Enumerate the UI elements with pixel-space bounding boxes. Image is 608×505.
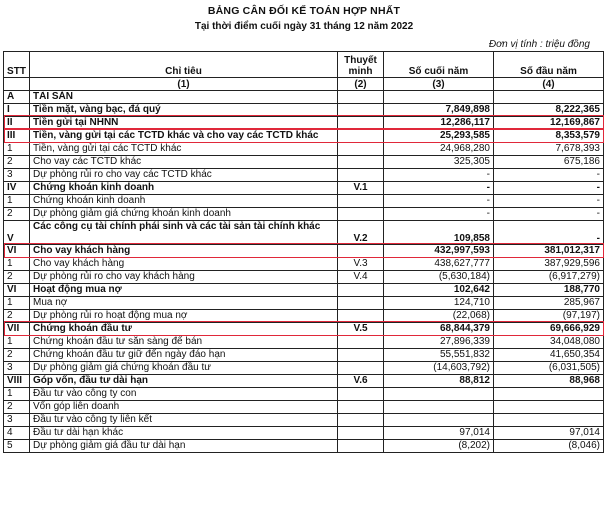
row-stt: III <box>4 130 30 143</box>
row-begin-value: 97,014 <box>494 427 604 440</box>
col-header-stt: STT <box>4 52 30 78</box>
table-row <box>4 284 604 297</box>
row-begin-value: 188,770 <box>494 284 604 297</box>
row-begin-value: - <box>494 182 604 195</box>
row-note <box>338 104 384 117</box>
col-header-indicator: Chỉ tiêu <box>30 52 338 78</box>
row-begin-value <box>494 388 604 401</box>
row-stt: VI <box>4 245 30 258</box>
row-stt: VIII <box>4 375 30 388</box>
row-note <box>338 401 384 414</box>
table-row <box>4 130 604 143</box>
row-label: Tiền, vàng gửi tại các TCTD khác và cho vay các TCTD khác <box>30 130 338 143</box>
row-note: V.1 <box>338 182 384 195</box>
row-begin-value: 7,678,393 <box>494 143 604 156</box>
row-end-value: 12,286,117 <box>384 117 494 130</box>
row-begin-value: 285,967 <box>494 297 604 310</box>
row-label: Vốn góp liên doanh <box>30 401 338 414</box>
row-note <box>338 245 384 258</box>
row-begin-value: (6,917,279) <box>494 271 604 284</box>
row-begin-value: 387,929,596 <box>494 258 604 271</box>
row-label: Đầu tư dài hạn khác <box>30 427 338 440</box>
row-note <box>338 195 384 208</box>
row-end-value: 88,812 <box>384 375 494 388</box>
table-row <box>4 156 604 169</box>
row-label: Tiền mặt, vàng bạc, đá quý <box>30 104 338 117</box>
row-note <box>338 284 384 297</box>
table-row <box>4 169 604 182</box>
row-stt: A <box>4 91 30 104</box>
col-index-stt <box>4 78 30 91</box>
row-begin-value: 41,650,354 <box>494 349 604 362</box>
row-begin-value: 34,048,080 <box>494 336 604 349</box>
row-label: Chứng khoán đầu tư giữ đến ngày đáo hạn <box>30 349 338 362</box>
col-header-note-line2: minh <box>348 66 373 77</box>
row-note: V.4 <box>338 271 384 284</box>
row-note <box>338 362 384 375</box>
table-row <box>4 221 604 245</box>
row-stt: 4 <box>4 427 30 440</box>
table-row <box>4 91 604 104</box>
row-note <box>338 427 384 440</box>
row-end-value: - <box>384 182 494 195</box>
row-note <box>338 91 384 104</box>
row-label: Cho vay khách hàng <box>30 258 338 271</box>
row-end-value <box>384 388 494 401</box>
table-row <box>4 362 604 375</box>
row-stt: I <box>4 104 30 117</box>
table-row <box>4 310 604 323</box>
row-end-value: - <box>384 195 494 208</box>
row-begin-value: 88,968 <box>494 375 604 388</box>
row-note <box>338 349 384 362</box>
row-begin-value <box>494 91 604 104</box>
row-note <box>338 336 384 349</box>
row-label: Dự phòng giảm giá chứng khoán kinh doanh <box>30 208 338 221</box>
row-label: Chứng khoán kinh doanh <box>30 182 338 195</box>
row-label: Tiền gửi tại NHNN <box>30 117 338 130</box>
table-row <box>4 208 604 221</box>
table-row <box>4 401 604 414</box>
row-stt: 1 <box>4 297 30 310</box>
row-label: Đầu tư vào công ty liên kết <box>30 414 338 427</box>
row-stt: 1 <box>4 336 30 349</box>
row-end-value: (8,202) <box>384 440 494 453</box>
row-label: Các công cụ tài chính phái sinh và các tài sản tài chính khác <box>30 221 338 245</box>
row-begin-value: - <box>494 208 604 221</box>
row-note <box>338 440 384 453</box>
col-index-note: (2) <box>338 78 384 91</box>
table-row <box>4 195 604 208</box>
table-row <box>4 414 604 427</box>
row-label: Mua nợ <box>30 297 338 310</box>
row-begin-value <box>494 401 604 414</box>
row-end-value: 325,305 <box>384 156 494 169</box>
row-note: V.2 <box>338 221 384 245</box>
row-end-value: 438,627,777 <box>384 258 494 271</box>
table-row <box>4 271 604 284</box>
row-begin-value: - <box>494 195 604 208</box>
row-note <box>338 130 384 143</box>
row-end-value: 24,968,280 <box>384 143 494 156</box>
row-end-value: 7,849,898 <box>384 104 494 117</box>
row-stt: IV <box>4 182 30 195</box>
row-label: Tiền, vàng gửi tại các TCTD khác <box>30 143 338 156</box>
row-end-value <box>384 91 494 104</box>
row-note: V.3 <box>338 258 384 271</box>
table-row <box>4 143 604 156</box>
row-note: V.5 <box>338 323 384 336</box>
row-end-value: 97,014 <box>384 427 494 440</box>
row-begin-value: 12,169,867 <box>494 117 604 130</box>
row-stt: II <box>4 117 30 130</box>
row-end-value: 102,642 <box>384 284 494 297</box>
row-note <box>338 169 384 182</box>
row-label: Dự phòng rủi ro hoạt động mua nợ <box>30 310 338 323</box>
unit-note: Đơn vị tính : triệu đồng <box>488 39 590 50</box>
row-stt: 2 <box>4 349 30 362</box>
row-stt: 1 <box>4 195 30 208</box>
table-body <box>4 91 604 453</box>
row-stt: 2 <box>4 156 30 169</box>
table-row <box>4 117 604 130</box>
row-label: Hoạt động mua nợ <box>30 284 338 297</box>
row-end-value <box>384 414 494 427</box>
col-header-note <box>338 52 384 78</box>
table-row <box>4 440 604 453</box>
row-end-value: - <box>384 208 494 221</box>
row-label: Chứng khoán kinh doanh <box>30 195 338 208</box>
row-end-value: 27,896,339 <box>384 336 494 349</box>
col-header-note-line1: Thuyết <box>344 55 377 66</box>
row-note <box>338 297 384 310</box>
table-row <box>4 297 604 310</box>
row-stt: 3 <box>4 362 30 375</box>
row-begin-value: 381,012,317 <box>494 245 604 258</box>
row-end-value: 55,551,832 <box>384 349 494 362</box>
row-stt: V <box>4 221 30 245</box>
row-stt: 2 <box>4 271 30 284</box>
row-begin-value: - <box>494 221 604 245</box>
row-stt: 2 <box>4 310 30 323</box>
table-row <box>4 427 604 440</box>
row-label: Dự phòng rủi ro cho vay các TCTD khác <box>30 169 338 182</box>
row-stt: 5 <box>4 440 30 453</box>
col-header-end: Số cuối năm <box>384 52 494 78</box>
row-stt: 2 <box>4 401 30 414</box>
row-stt: 1 <box>4 258 30 271</box>
row-stt: 2 <box>4 208 30 221</box>
row-begin-value: - <box>494 169 604 182</box>
table-row <box>4 104 604 117</box>
table-row <box>4 375 604 388</box>
row-begin-value: (97,197) <box>494 310 604 323</box>
row-begin-value: 69,666,929 <box>494 323 604 336</box>
row-begin-value <box>494 414 604 427</box>
row-begin-value: 675,186 <box>494 156 604 169</box>
row-end-value: (22,068) <box>384 310 494 323</box>
table-row <box>4 388 604 401</box>
row-end-value: 109,858 <box>384 221 494 245</box>
table-row <box>4 349 604 362</box>
table-row <box>4 245 604 258</box>
row-note <box>338 310 384 323</box>
row-begin-value: (8,046) <box>494 440 604 453</box>
table-header <box>4 52 604 91</box>
col-index-indicator: (1) <box>30 78 338 91</box>
col-index-end: (3) <box>384 78 494 91</box>
row-stt: VI <box>4 284 30 297</box>
row-stt: 3 <box>4 169 30 182</box>
report-title: BẢNG CÂN ĐỐI KẾ TOÁN HỢP NHẤT <box>207 5 401 17</box>
row-note: V.6 <box>338 375 384 388</box>
row-end-value: 432,997,593 <box>384 245 494 258</box>
row-stt: 1 <box>4 143 30 156</box>
report-date: Tại thời điểm cuối ngày 31 tháng 12 năm 2022 <box>194 21 414 32</box>
row-end-value: (5,630,184) <box>384 271 494 284</box>
table-row <box>4 182 604 195</box>
row-begin-value: (6,031,505) <box>494 362 604 375</box>
row-note <box>338 143 384 156</box>
row-label: Chứng khoán đầu tư sẵn sàng để bán <box>30 336 338 349</box>
col-index-begin: (4) <box>494 78 604 91</box>
row-label: Chứng khoán đầu tư <box>30 323 338 336</box>
row-stt: VII <box>4 323 30 336</box>
balance-sheet-table <box>3 51 604 453</box>
row-label: Đầu tư vào công ty con <box>30 388 338 401</box>
table-row <box>4 258 604 271</box>
row-stt: 3 <box>4 414 30 427</box>
table-row <box>4 323 604 336</box>
row-end-value: - <box>384 169 494 182</box>
row-label: Dự phòng rủi ro cho vay khách hàng <box>30 271 338 284</box>
row-note <box>338 117 384 130</box>
row-label: Dự phòng giảm giá chứng khoán đầu tư <box>30 362 338 375</box>
row-end-value: (14,603,792) <box>384 362 494 375</box>
table-row <box>4 336 604 349</box>
col-header-begin: Số đầu năm <box>494 52 604 78</box>
row-label: Dự phòng giảm giá đầu tư dài hạn <box>30 440 338 453</box>
row-label: Góp vốn, đầu tư dài hạn <box>30 375 338 388</box>
row-label: Cho vay khách hàng <box>30 245 338 258</box>
row-end-value: 25,293,585 <box>384 130 494 143</box>
row-end-value: 68,844,379 <box>384 323 494 336</box>
row-begin-value: 8,353,579 <box>494 130 604 143</box>
row-begin-value: 8,222,365 <box>494 104 604 117</box>
row-note <box>338 156 384 169</box>
row-label: Cho vay các TCTD khác <box>30 156 338 169</box>
row-note <box>338 414 384 427</box>
row-label: TÀI SẢN <box>30 91 338 104</box>
row-end-value <box>384 401 494 414</box>
row-end-value: 124,710 <box>384 297 494 310</box>
row-stt: 1 <box>4 388 30 401</box>
row-note <box>338 388 384 401</box>
row-note <box>338 208 384 221</box>
